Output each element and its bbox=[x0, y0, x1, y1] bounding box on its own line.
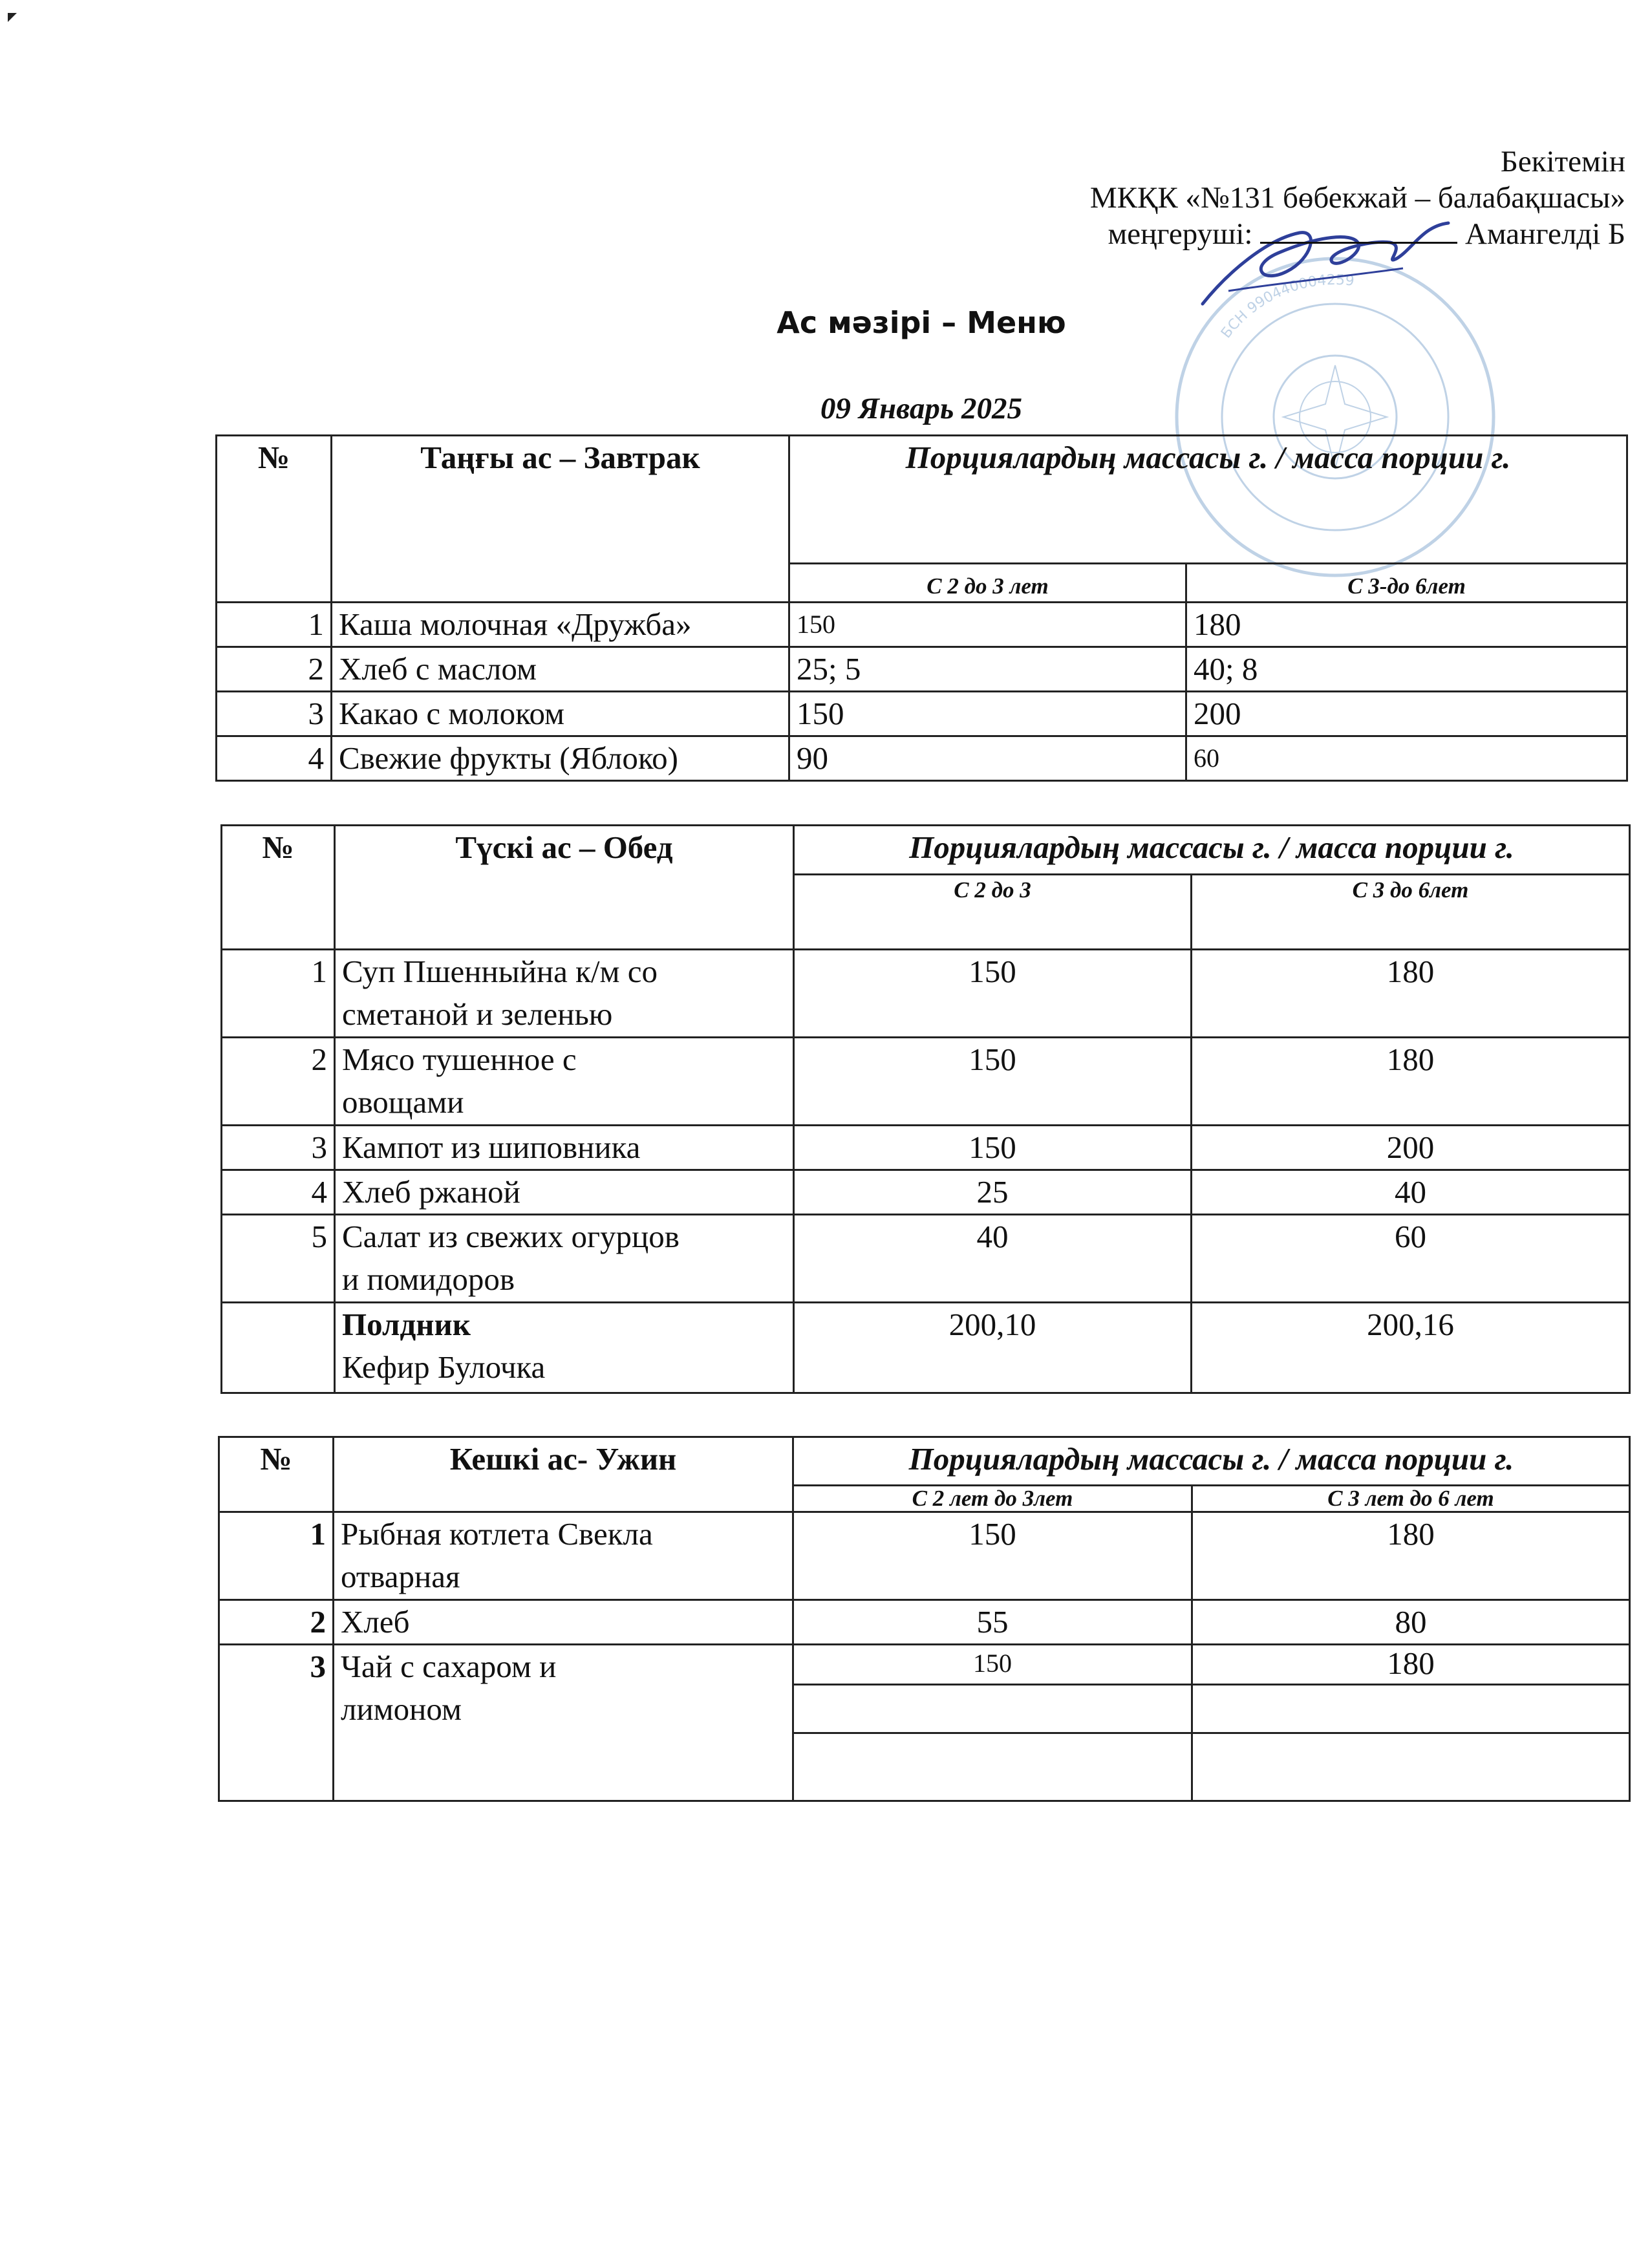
stamp-text: БСН 990440004259 bbox=[1218, 272, 1355, 342]
lunch-header-age2: С 3 до 6лет bbox=[1192, 875, 1630, 950]
lunch-header-no: № bbox=[222, 826, 335, 950]
portion-age2: 40 bbox=[1192, 1170, 1630, 1215]
table-row bbox=[222, 1215, 1630, 1303]
dish-name: Какао с молоком bbox=[332, 692, 789, 736]
row-number: 1 bbox=[217, 603, 332, 647]
portion-age1: 90 bbox=[789, 736, 1186, 781]
table-row bbox=[217, 736, 1627, 781]
portion-age2: 200 bbox=[1192, 1126, 1630, 1170]
dish-name: Каша молочная «Дружба» bbox=[332, 603, 789, 647]
approval-position: меңгеруші: bbox=[1108, 217, 1253, 251]
dish-name: Хлеб с маслом bbox=[332, 647, 789, 692]
row-number: 3 bbox=[222, 1126, 335, 1170]
breakfast-header-no: № bbox=[217, 436, 332, 603]
menu-date: 09 Январь 2025 bbox=[820, 392, 1023, 425]
portion-age2: 200,16 bbox=[1192, 1303, 1630, 1393]
signature-blank bbox=[1260, 216, 1457, 244]
dish-name-line1: Суп Пшенныйна к/м со bbox=[342, 954, 658, 989]
portion-age2: 200 bbox=[1186, 692, 1627, 736]
row-number: 3 bbox=[217, 692, 332, 736]
row-number: 1 bbox=[222, 950, 335, 1038]
lunch-table bbox=[220, 824, 1631, 1394]
breakfast-header-age1: С 2 до 3 лет bbox=[789, 564, 1186, 603]
dinner-header-mass: Порциялардың массасы г. / масса порции г. bbox=[793, 1437, 1630, 1486]
table-row-snack bbox=[222, 1303, 1630, 1393]
portion-age2: 180 bbox=[1192, 1038, 1630, 1126]
portion-age2: 180 bbox=[1192, 950, 1630, 1038]
table-row bbox=[219, 1645, 1630, 1685]
portion-age1: 150 bbox=[794, 1126, 1192, 1170]
dish-name: Хлеб bbox=[334, 1600, 793, 1645]
dinner-header-meal: Кешкі ас- Ужин bbox=[334, 1437, 793, 1512]
corner-mark bbox=[8, 13, 17, 22]
portion-age1: 150 bbox=[793, 1512, 1192, 1600]
portion-age2: 40; 8 bbox=[1186, 647, 1627, 692]
table-row bbox=[222, 1126, 1630, 1170]
row-number: 1 bbox=[219, 1512, 334, 1600]
portion-age2: 180 bbox=[1186, 603, 1627, 647]
empty-cell bbox=[1192, 1685, 1630, 1733]
table-row bbox=[219, 1600, 1630, 1645]
table-row bbox=[217, 603, 1627, 647]
approval-title: Бекітемін bbox=[1500, 145, 1625, 178]
portion-age1: 55 bbox=[793, 1600, 1192, 1645]
approval-organization: МКҚК «№131 бөбекжай – балабақшасы» bbox=[1089, 181, 1625, 215]
dish-name: Свежие фрукты (Яблоко) bbox=[332, 736, 789, 781]
page-title: Ас мәзірі – Меню bbox=[777, 305, 1066, 340]
portion-age1: 25 bbox=[794, 1170, 1192, 1215]
empty-cell bbox=[793, 1685, 1192, 1733]
row-number: 2 bbox=[222, 1038, 335, 1126]
table-row bbox=[217, 692, 1627, 736]
dish-name bbox=[334, 1512, 793, 1600]
row-number: 2 bbox=[217, 647, 332, 692]
portion-age1: 200,10 bbox=[794, 1303, 1192, 1393]
breakfast-header-meal: Таңғы ас – Завтрак bbox=[332, 436, 789, 603]
snack-cell bbox=[335, 1303, 794, 1393]
portion-age2: 180 bbox=[1192, 1645, 1630, 1685]
dinner-header-no: № bbox=[219, 1437, 334, 1512]
dish-name bbox=[334, 1645, 793, 1801]
row-number: 3 bbox=[219, 1645, 334, 1801]
snack-title: Полдник bbox=[342, 1307, 471, 1342]
portion-age2: 180 bbox=[1192, 1512, 1630, 1600]
row-number-empty bbox=[222, 1303, 335, 1393]
table-row bbox=[219, 1512, 1630, 1600]
portion-age1: 150 bbox=[794, 950, 1192, 1038]
dish-name-line1: Рыбная котлета Свекла bbox=[341, 1516, 653, 1552]
dish-name bbox=[335, 1215, 794, 1303]
approval-signature-line bbox=[1090, 216, 1625, 252]
portion-age1: 40 bbox=[794, 1215, 1192, 1303]
breakfast-header-mass: Порциялардың массасы г. / масса порции г. bbox=[789, 436, 1627, 564]
dish-name bbox=[335, 950, 794, 1038]
dish-name-line2: овощами bbox=[342, 1084, 464, 1120]
table-row bbox=[222, 1038, 1630, 1126]
row-number: 5 bbox=[222, 1215, 335, 1303]
dish-name-line2: и помидоров bbox=[342, 1261, 515, 1297]
table-row bbox=[217, 647, 1627, 692]
breakfast-header-age2: С 3-до 6лет bbox=[1186, 564, 1627, 603]
portion-age1: 150 bbox=[794, 1038, 1192, 1126]
portion-age2: 60 bbox=[1186, 736, 1627, 781]
lunch-header-mass: Порциялардың массасы г. / масса порции г. bbox=[794, 826, 1630, 875]
portion-age1: 25; 5 bbox=[789, 647, 1186, 692]
dinner-table bbox=[218, 1436, 1631, 1802]
dinner-header-age2: С 3 лет до 6 лет bbox=[1192, 1486, 1630, 1512]
lunch-header-meal: Түскі ас – Обед bbox=[335, 826, 794, 950]
table-row bbox=[222, 1170, 1630, 1215]
dish-name bbox=[335, 1038, 794, 1126]
row-number: 2 bbox=[219, 1600, 334, 1645]
dish-name-line1: Чай с сахаром и bbox=[341, 1649, 557, 1684]
portion-age1: 150 bbox=[789, 603, 1186, 647]
portion-age1: 150 bbox=[793, 1645, 1192, 1685]
dish-name-line2: сметаной и зеленью bbox=[342, 996, 613, 1032]
row-number: 4 bbox=[217, 736, 332, 781]
dish-name-line2: отварная bbox=[341, 1559, 460, 1594]
row-number: 4 bbox=[222, 1170, 335, 1215]
empty-cell bbox=[1192, 1733, 1630, 1801]
breakfast-table bbox=[215, 434, 1628, 782]
portion-age2: 60 bbox=[1192, 1215, 1630, 1303]
dish-name: Хлеб ржаной bbox=[335, 1170, 794, 1215]
lunch-header-age1: С 2 до 3 bbox=[794, 875, 1192, 950]
empty-cell bbox=[793, 1733, 1192, 1801]
dish-name: Кампот из шиповника bbox=[335, 1126, 794, 1170]
dish-name-line1: Мясо тушенное с bbox=[342, 1042, 577, 1077]
approval-block bbox=[1090, 144, 1625, 252]
dish-name-line2: лимоном bbox=[341, 1691, 462, 1727]
portion-age1: 150 bbox=[789, 692, 1186, 736]
snack-items: Кефир Булочка bbox=[342, 1349, 546, 1385]
portion-age2: 80 bbox=[1192, 1600, 1630, 1645]
dish-name-line1: Салат из свежих огурцов bbox=[342, 1219, 680, 1254]
approval-name: Амангелді Б bbox=[1464, 217, 1625, 251]
dinner-header-age1: С 2 лет до 3лет bbox=[793, 1486, 1192, 1512]
table-row bbox=[222, 950, 1630, 1038]
